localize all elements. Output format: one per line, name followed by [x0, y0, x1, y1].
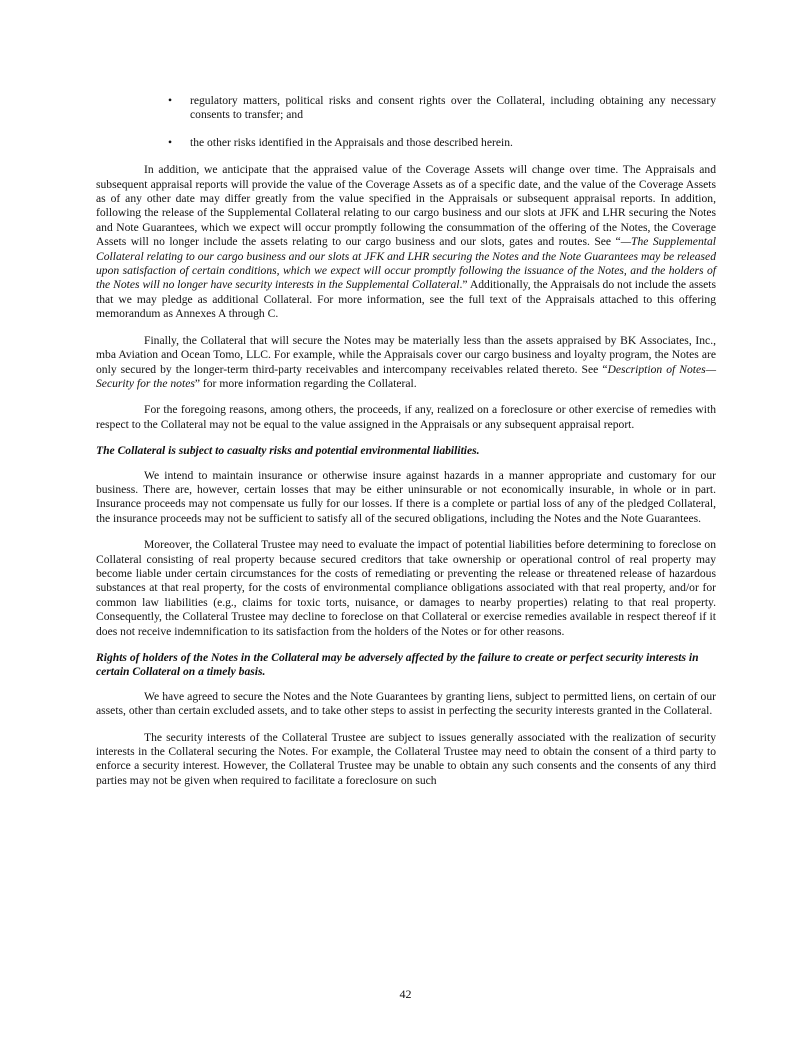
paragraph-text: .” Additionally, the Appraisals do not include the assets that we may pledge as additional Collateral. For more information, see the full text of the Appraisals attached to this offering memorandum as Annexes A through C. — [96, 278, 716, 321]
paragraph-text: In addition, we anticipate that the appraised value of the Coverage Assets will change over time. The Appraisals and subsequent appraisal reports will provide the value of the Coverage Assets as of a specific date, and the value of the Coverage Assets as of any other date may differ greatly from the value specified in the Appraisals or subsequent appraisal reports. In addition, following the release of the Supplemental Collateral relating to our cargo business and our slots at JFK and LHR securing the Notes and Note Guarantees, which we expect will occur promptly following the consummation of the offering of the Notes, the Coverage Assets will no longer include the assets relating to our cargo business and our slots, gates and routes. See “ — [96, 163, 716, 249]
bullet-text: the other risks identified in the Appraisals and those described herein. — [190, 135, 513, 149]
bullet-item — [96, 136, 716, 150]
document-page — [96, 94, 716, 800]
cross-reference-italic: Description of Notes—Security for the notes — [96, 362, 716, 390]
paragraph-text: ” for more information regarding the Collateral. — [194, 376, 417, 390]
bullet-text: regulatory matters, political risks and consent rights over the Collateral, including obtaining any necessary consents to transfer; and — [190, 94, 716, 122]
paragraph-collateral-trustee: The security interests of the Collateral Trustee are subject to issues generally associated with the realization of security interests in the Collateral securing the Notes. For example, the Collateral Trustee may need to obtain the consent of a third party to enforce a security interest. However, the Collateral Trustee may be unable to obtain any such consents and the consents of any third parties may not be given when required to facilitate a foreclosure on such — [96, 730, 716, 787]
section-heading-casualty: The Collateral is subject to casualty risks and potential environmental liabilities. — [96, 444, 480, 458]
paragraph-appraisal-value — [96, 163, 716, 321]
paragraph-text: Finally, the Collateral that will secure the Notes may be materially less than the assets appraised by BK Associates, Inc., mba Aviation and Ocean Tomo, LLC. For example, while the Appraisals cover our cargo business and loyalty program, the Notes are only secured by the longer-term third-party receivables and intercompany receivables related thereto. See “ — [96, 333, 716, 376]
paragraph-collateral-less — [96, 334, 716, 392]
section-heading-security-interests: Rights of holders of the Notes in the Collateral may be adversely affected by the failure to create or perfect security interests in certain Collateral on a timely basis. — [96, 651, 699, 679]
page-number: 42 — [399, 987, 412, 1001]
bullet-item — [96, 94, 716, 123]
bullet-icon: • — [168, 135, 173, 149]
bullet-icon: • — [168, 94, 173, 107]
paragraph-foregoing-reasons: For the foregoing reasons, among others, the proceeds, if any, realized on a foreclosure or other exercise of remedies with respect to the Collateral may not be equal to the value assigned in the Appraisals or any subsequent appraisal report. — [96, 403, 716, 431]
paragraph-environmental: Moreover, the Collateral Trustee may need to evaluate the impact of potential liabilities before determining to foreclose on Collateral consisting of real property because secured creditors that take ownership or operational control of real property may become liable under certain circumstances for the costs of remediating or preventing the release or threatened release of hazardous substances at that real property, for the costs of environmental compliance obligations associated with that real property, and/or for common law liabilities (e.g., claims for toxic torts, nuisance, or damages to nearby properties) relating to that real property. Consequently, the Collateral Trustee may decline to foreclose on that Collateral or exercise remedies available in respect thereof if it does not receive indemnification to its satisfaction from the holders of the Notes or for other reasons. — [96, 538, 716, 638]
cross-reference-italic: —The Supplemental Collateral relating to our cargo business and our slots at JFK and LHR securing the Notes and the Note Guarantees may be released upon satisfaction of certain conditions, which we expect will occur promptly following the issuance of the Notes, and the holders of the Notes will no longer have security interests in the Supplemental Collateral — [96, 235, 716, 292]
bullet-list — [96, 94, 716, 150]
paragraph-insurance: We intend to maintain insurance or otherwise insure against hazards in a manner appropriate and customary for our business. There are, however, certain losses that may be either uninsurable or not economically insurable, in whole or in part. Insurance proceeds may not compensate us fully for our losses. If there is a complete or partial loss of any of the pledged Collateral, the insurance proceeds may not be sufficient to satisfy all of the secured obligations, including the Notes and the Note Guarantees. — [96, 468, 716, 525]
paragraph-liens: We have agreed to secure the Notes and the Note Guarantees by granting liens, subject to permitted liens, on certain of our assets, other than certain excluded assets, and to take other steps to assist in perfecting the security interests granted in the Collateral. — [96, 689, 716, 718]
